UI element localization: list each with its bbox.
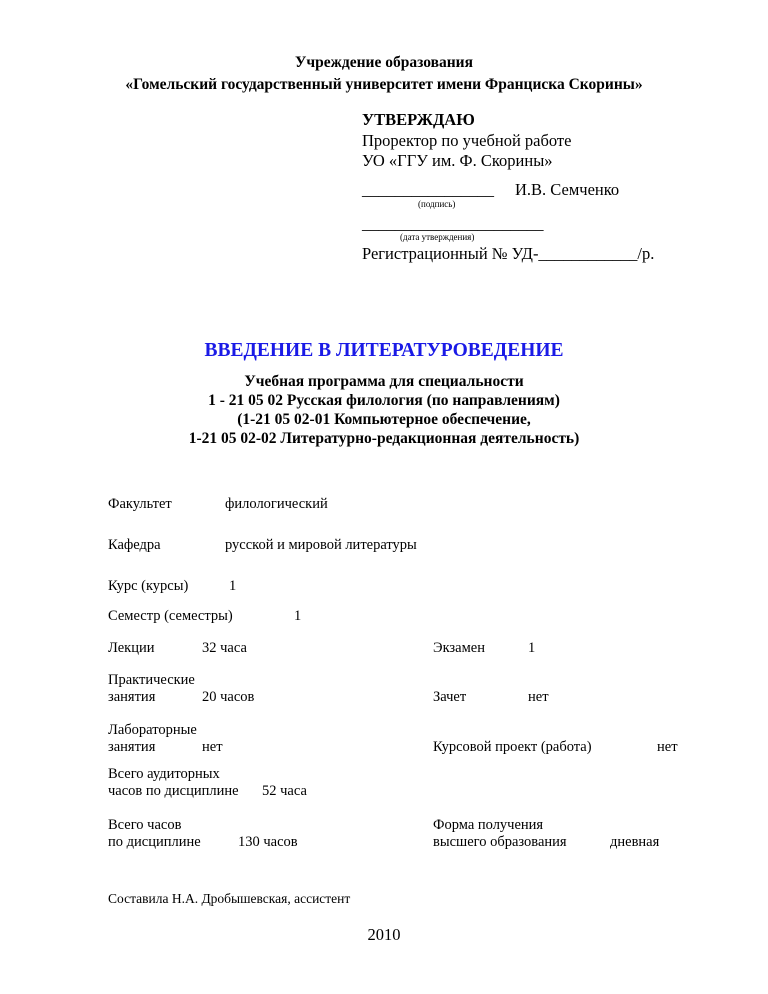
semester-label: Семестр (семестры): [108, 608, 233, 624]
exam-label: Экзамен: [433, 640, 485, 656]
form-label-1: Форма получения: [433, 817, 544, 833]
credit-value: нет: [528, 689, 549, 705]
date-caption: (дата утверждения): [400, 232, 475, 242]
signature-line: ________________: [362, 180, 494, 199]
document-title: ВВЕДЕНИЕ В ЛИТЕРАТУРОВЕДЕНИЕ: [204, 340, 564, 361]
lab-value: нет: [202, 739, 223, 755]
coursework-label: Курсовой проект (работа): [433, 739, 592, 755]
subtitle-line-4: 1-21 05 02-02 Литературно-редакционная деятельность): [188, 430, 580, 447]
signature-caption: (подпись): [418, 199, 456, 209]
institution-line-2: «Гомельский государственный университет имени Франциска Скорины»: [125, 76, 643, 93]
exam-value: 1: [528, 640, 536, 656]
registration-number: Регистрационный № УД-____________/р.: [362, 244, 655, 263]
lectures-value: 32 часа: [202, 640, 247, 656]
semester-value: 1: [294, 608, 302, 624]
practical-label-1: Практические: [108, 672, 195, 688]
classroom-label-2: часов по дисциплине: [108, 783, 239, 799]
compiler: Составила Н.А. Дробышевская, ассистент: [108, 891, 351, 906]
subtitle-line-2: 1 - 21 05 02 Русская филология (по направлениям): [208, 392, 560, 409]
lectures-label: Лекции: [108, 640, 155, 656]
subtitle-line-1: Учебная программа для специальности: [244, 373, 524, 390]
total-label-1: Всего часов: [108, 817, 182, 833]
coursework-value: нет: [657, 739, 678, 755]
lab-label-1: Лабораторные: [108, 722, 197, 738]
form-label-2: высшего образования: [433, 834, 567, 850]
faculty-value: филологический: [225, 496, 328, 512]
course-label: Курс (курсы): [108, 578, 189, 594]
approval-org: УО «ГГУ им. Ф. Скорины»: [362, 151, 553, 170]
signer-name: И.В. Семченко: [515, 180, 620, 199]
credit-label: Зачет: [433, 689, 467, 705]
total-value: 130 часов: [238, 834, 298, 850]
form-value: дневная: [610, 834, 660, 850]
department-label: Кафедра: [108, 537, 161, 553]
classroom-label-1: Всего аудиторных: [108, 766, 220, 782]
department-value: русской и мировой литературы: [225, 537, 417, 553]
subtitle-line-3: (1-21 05 02-01 Компьютерное обеспечение,: [237, 411, 531, 428]
classroom-value: 52 часа: [262, 783, 307, 799]
approval-position: Проректор по учебной работе: [362, 131, 572, 150]
year: 2010: [367, 925, 401, 944]
approval-heading: УТВЕРЖДАЮ: [362, 110, 475, 129]
practical-label-2: занятия: [108, 689, 156, 705]
total-label-2: по дисциплине: [108, 834, 201, 850]
date-line: ______________________: [362, 214, 544, 233]
institution-line-1: Учреждение образования: [295, 54, 473, 71]
faculty-label: Факультет: [108, 496, 172, 512]
practical-value: 20 часов: [202, 689, 255, 705]
lab-label-2: занятия: [108, 739, 156, 755]
course-value: 1: [229, 578, 237, 594]
